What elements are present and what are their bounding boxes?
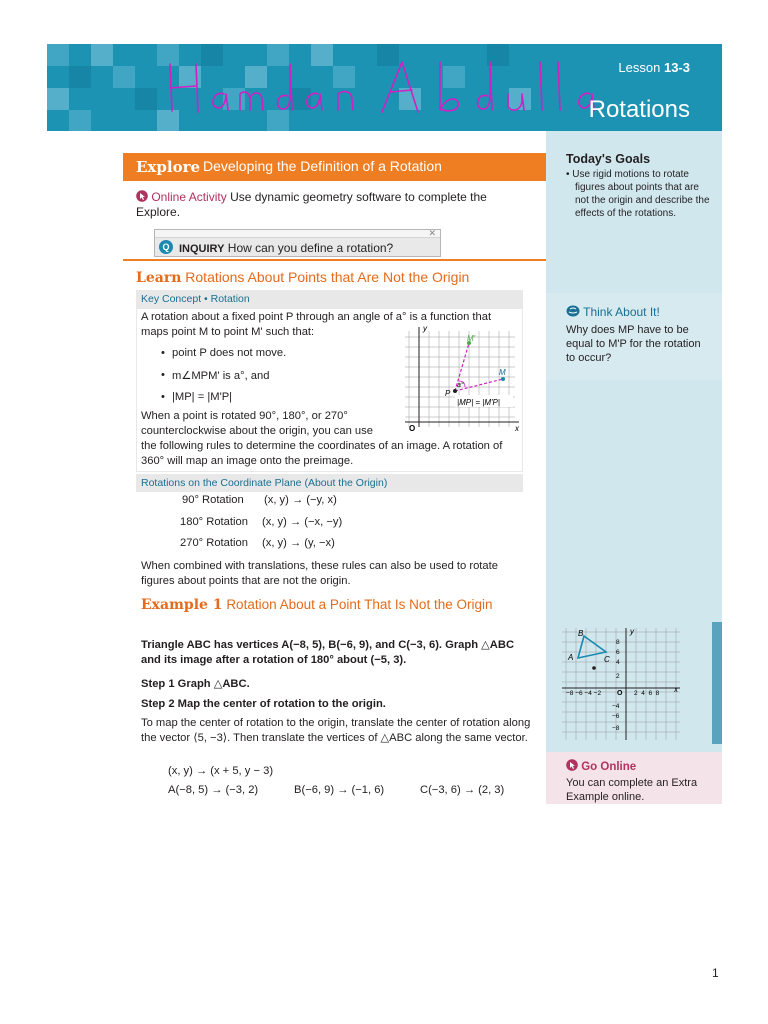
label-m-prime: M' [467,334,476,343]
point-p [453,389,457,393]
vertex-c-translation: C(−3, 6) → (2, 3) [420,784,505,796]
mini-y-tick: −6 [612,713,620,720]
lesson-number: Lesson 13-3 [618,60,690,75]
learn-title: Rotations About Points that Are Not the Origin [185,269,470,285]
mini-x-label: x [674,685,678,694]
translation-rule: (x, y) → (x + 5, y − 3) [168,765,274,777]
rotation-rule-row: 180° Rotation (x, y) → (−x, −y) [180,516,343,528]
vertex-b-translation: B(−6, 9) → (−1, 6) [294,784,385,796]
explore-title: Developing the Definition of a Rotation [203,158,442,174]
learn-header [136,269,469,286]
point-b-label: B [578,629,584,638]
label-x-axis: x [515,424,519,433]
think-about-it-title: Think About It! [566,305,660,319]
mini-origin-label: O [617,690,623,697]
handwritten-name-signature [162,56,622,116]
page-number: 1 [712,966,719,980]
mini-y-label: y [630,627,634,636]
go-online-text: You can complete an Extra Example online. [566,777,698,803]
point-a-label: A [568,653,574,662]
go-online-title[interactable]: Go Online [566,759,636,773]
section-divider [123,259,546,261]
mini-y-tick: 6 [616,649,620,656]
label-y-axis: y [423,324,427,333]
translation-note: When combined with translations, these rules can also be used to rotate figures about points that are not the origin. [141,560,498,587]
explore-keyword: Explore [136,158,201,176]
center-point [592,666,596,670]
label-m: M [499,368,506,377]
point-c-label: C [604,655,610,664]
vertex-a-translation: A(−8, 5) → (−3, 2) [168,784,259,796]
example-header [141,596,501,614]
rotation-rule-row: 90° Rotation (x, y) → (−y, x) [182,494,337,506]
mini-y-tick: 4 [616,659,620,666]
example-step-2: Step 2 Map the center of rotation to the origin. [141,698,386,710]
label-p: P [445,389,451,398]
cursor-icon [136,190,148,202]
example-problem: Triangle ABC has vertices A(−8, 5), B(−6, 9), and C(−3, 6). Graph △ABC and its image after a rotation of 180° about (−5, 3). [141,639,515,666]
inquiry-text: INQUIRY How can you define a rotation? [179,241,394,255]
mini-x-ticks-neg: −8 −6 −4 −2 [566,690,602,697]
online-activity [136,190,531,220]
key-concept-paragraph: When a point is rotated 90°, 180°, or 270° counterclockwise about the origin, you can use [141,410,373,437]
think-about-it-text: Why does MP have to be equal to M'P for the rotation to occur? [566,324,701,364]
inquiry-box[interactable] [154,229,441,257]
mini-y-tick: 2 [616,673,620,680]
key-concept-paragraph: the following rules to determine the coordinates of an image. A rotation of 360° will map an image onto the preimage. [141,440,503,467]
key-concept-header: Key Concept • Rotation [136,290,523,309]
cursor-icon [566,759,578,771]
label-angle: a° [457,382,464,389]
label-origin: O [409,424,416,433]
bullet-item: • m∠MPM' is a°, and [172,369,269,382]
online-activity-text: Use dynamic geometry software to complete the Explore. [136,190,487,219]
todays-goals-text: • Use rigid motions to rotate figures about points that are not the origin and describe the effects of the rotations. [566,169,710,219]
inquiry-icon: Q [159,240,173,254]
close-icon[interactable]: ✕ [428,228,436,238]
mini-x-ticks-pos: 2 4 6 8 [634,690,660,697]
bullet-item: • point P does not move. [172,347,286,359]
mini-y-tick: 8 [616,639,620,646]
rotation-rules-header: Rotations on the Coordinate Plane (About the Origin) [136,474,523,492]
label-equal-distances: |MP| = |M'P| [457,398,500,407]
triangle-abc [578,636,606,658]
example-title: Rotation About a Point That Is Not the Origin [226,597,493,612]
example-step-2-text: To map the center of rotation to the origin, translate the center of rotation along the vector ⟨5, −3⟩. Then translate the vertices of △ABC along the same vector. [141,717,531,744]
example-mini-graph [546,622,722,744]
mini-y-tick: −8 [612,725,620,732]
inquiry-title-bar [155,230,440,238]
todays-goals-title: Today's Goals [566,152,651,166]
learn-keyword: Learn [136,270,182,286]
bullet-item: • |MP| = |M'P| [172,391,232,403]
rotation-rule-row: 270° Rotation (x, y) → (y, −x) [180,537,335,549]
example-keyword: Example 1 [141,597,223,613]
explore-header [123,153,546,181]
rotation-diagram [395,323,523,435]
point-m [501,377,505,381]
key-concept-definition: A rotation about a fixed point P through an angle of a° is a function that maps point M to point M' such that: [141,311,492,338]
mini-y-tick: −4 [612,703,620,710]
lesson-title: Rotations [588,96,690,123]
example-step-1: Step 1 Graph △ABC. [141,678,250,690]
brain-icon [566,305,580,317]
lesson-banner [47,44,722,131]
online-activity-label[interactable]: Online Activity [151,190,227,204]
